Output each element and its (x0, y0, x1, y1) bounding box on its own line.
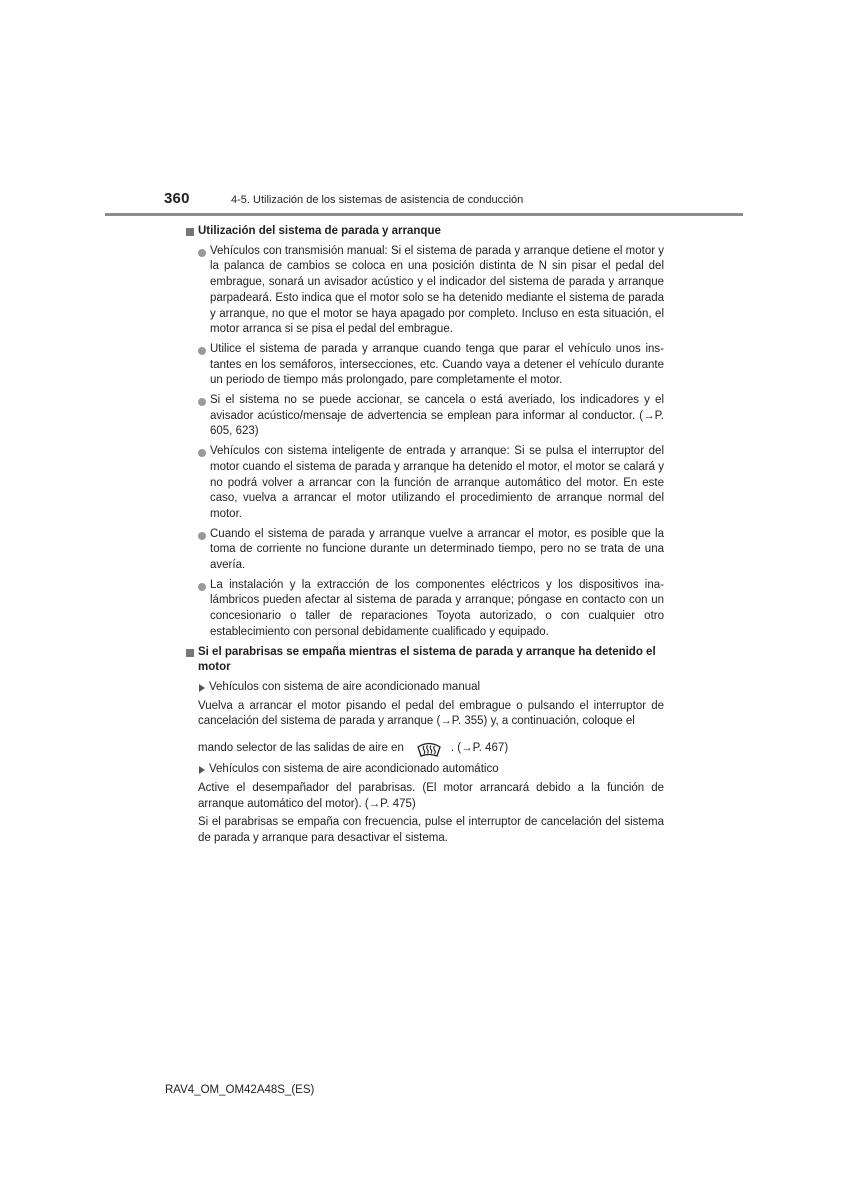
bullet-text: Cuando el sistema de parada y arranque vuelve a arrancar el motor, es posible que la toma de corriente no funcione durante un determinado tiempo, pero no se trata de una avería. (210, 527, 664, 572)
circle-bullet-icon (198, 532, 206, 540)
square-bullet-icon (186, 649, 194, 657)
auto-ac-instructions: Active el desempañador del parabrisas. (El motor arrancará debido a la función de arranque automático del motor). (→P. 475) (198, 781, 664, 810)
page-number: 360 (164, 190, 190, 207)
auto-ac-label-text: Vehículos con sistema de aire acondicionado automático (209, 763, 499, 776)
list-item (186, 578, 664, 641)
list-item (186, 393, 664, 440)
bullet-text: Vehículos con sistema inteligente de entrada y arranque: Si se pulsa el interruptor del motor cuando el sistema de parada y arranque ha detenido el motor, el motor se calará y no podrá volver a arrancar con la función de arranque automático del motor. En este caso, vuelva a arrancar el motor utilizando el procedimiento de arranque normal del motor. (210, 445, 664, 520)
list-item (186, 527, 664, 574)
section-heading-text: Utilización del sistema de parada y arranque (198, 225, 441, 237)
circle-bullet-icon (198, 249, 206, 257)
bullet-text: Utilice el sistema de parada y arranque cuando tenga que parar el vehículo unos instantes en los semáforos, intersecciones, etc. Cuando vaya a detener el vehículo durante un periodo de tiempo más prolongado, pare completamente el motor. (210, 342, 664, 387)
icon-line-suffix: . (→P. 467) (450, 742, 509, 755)
manual-ac-label (186, 680, 664, 696)
circle-bullet-icon (198, 398, 206, 406)
bullet-text: Vehículos con transmisión manual: Si el sistema de parada y arranque detiene el motor y la palanca de cambios se coloca en una posición distinta de N sin pisar el pedal del embrague, sonará un avisador acústico y el indicador del sistema de parada y arranque parpadeará. Esto indica que el motor solo se ha detenido mediante el sistema de parada y arranque, no que el motor se haya apagado por completo. Incluso en esta situación, el motor arranca si se pisa el pedal del embrague. (210, 244, 664, 336)
section-heading-windshield-fog (186, 645, 664, 676)
auto-ac-label (186, 762, 664, 778)
bullet-text: La instalación y la extracción de los componentes eléctricos y los dispositivos inalámbricos pueden afectar al sistema de parada y arranque; póngase en contacto con un concesionario o taller de reparaciones Toyota autorizado, o con cualquier otro establecimiento con personal debidamente cualificado y equipado. (210, 578, 664, 638)
square-bullet-icon (186, 228, 194, 236)
manual-ac-instructions: Vuelva a arrancar el motor pisando el pedal del embrague o pulsando el interruptor de cancelación del sistema de parada y arranque (→P. 355) y, a continuación, coloque el (198, 699, 664, 728)
section-heading-stop-start (186, 224, 664, 240)
windshield-defroster-icon (416, 740, 442, 758)
manual-ac-label-text: Vehículos con sistema de aire acondicionado manual (209, 680, 481, 693)
circle-bullet-icon (198, 583, 206, 591)
list-item (186, 244, 664, 338)
triangle-bullet-icon (199, 766, 205, 774)
header-divider (105, 213, 743, 216)
header-section-title: 4-5. Utilización de los sistemas de asistencia de conducción (231, 194, 524, 206)
bullet-text: Si el sistema no se puede accionar, se cancela o está averiado, los indicadores y el avisador acústico/mensaje de advertencia se emplean para informar al conductor. (→P. 605, 623) (210, 394, 664, 438)
triangle-bullet-icon (199, 684, 205, 692)
list-item (186, 444, 664, 523)
page-content (186, 224, 664, 850)
closing-paragraph: Si el parabrisas se empaña con frecuencia, pulse el interruptor de cancelación del sistema de parada y arranque para desactivar el sistema. (198, 816, 664, 844)
manual-ac-icon-line (186, 740, 664, 758)
list-item (186, 342, 664, 389)
icon-line-prefix: mando selector de las salidas de aire en (198, 742, 404, 755)
document-code: RAV4_OM_OM42A48S_(ES) (165, 1084, 315, 1096)
section-heading-text: Si el parabrisas se empaña mientras el sistema de parada y arranque ha detenido el motor (198, 645, 656, 674)
circle-bullet-icon (198, 347, 206, 355)
circle-bullet-icon (198, 449, 206, 457)
